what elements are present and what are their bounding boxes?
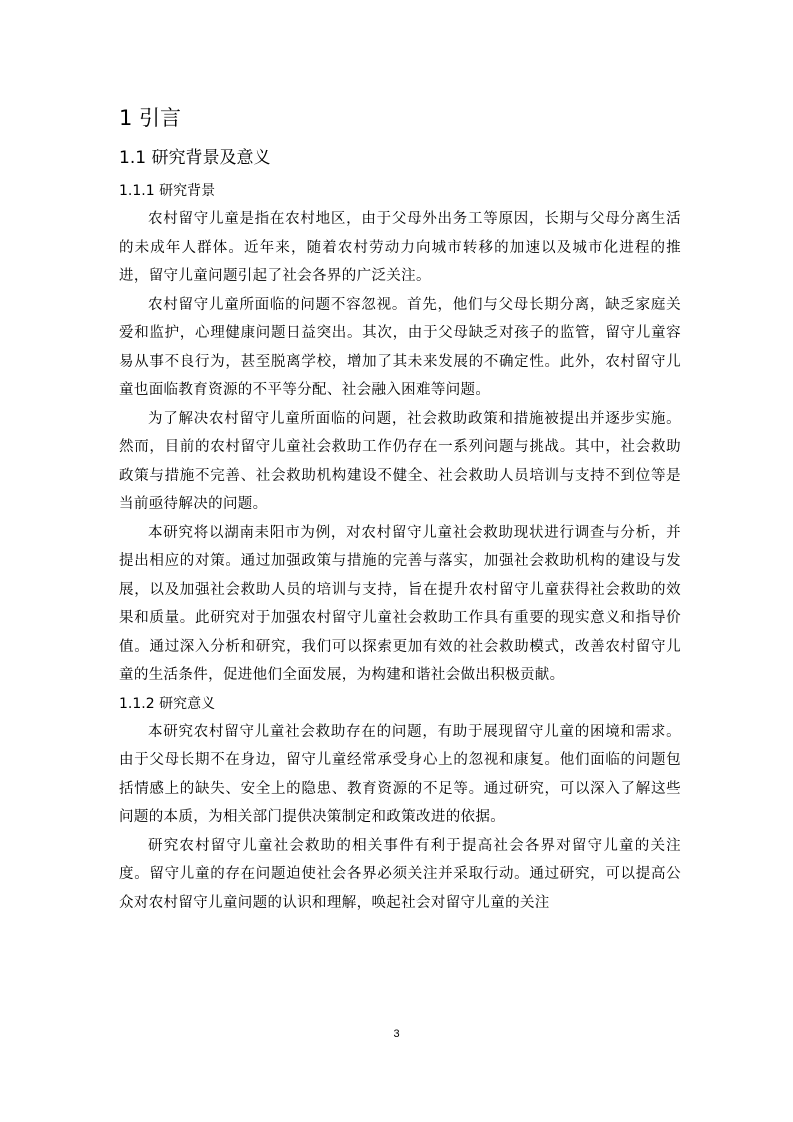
section-title: 1.1 研究背景及意义 <box>119 148 271 168</box>
page-number: 3 <box>393 1028 400 1040</box>
paragraph: 研究农村留守儿童社会救助的相关事件有利于提高社会各界对留守儿童的关注度。留守儿童的存在问题迫使社会各界必须关注并采取行动。通过研究，可以提高公众对农村留守儿童问题的认识和理解，唤起社会对留守儿童的关注 <box>119 837 681 911</box>
chapter-title: 1 引言 <box>119 106 182 130</box>
paragraph: 本研究农村留守儿童社会救助存在的问题，有助于展现留守儿童的困境和需求。由于父母长期不在身边，留守儿童经常承受身心上的忽视和康复。他们面临的问题包括情感上的缺失、安全上的隐患、教育资源的不足等。通过研究，可以深入了解这些问题的本质，为相关部门提供决策制定和政策改进的依据。 <box>119 723 681 825</box>
subsection-title: 1.1.1 研究背景 <box>119 183 216 199</box>
paragraph: 农村留守儿童是指在农村地区，由于父母外出务工等原因，长期与父母分离生活的未成年人群体。近年来，随着农村劳动力向城市转移的加速以及城市化进程的推进，留守儿童问题引起了社会各界的广泛关注。 <box>119 211 681 284</box>
paragraph: 农村留守儿童所面临的问题不容忽视。首先，他们与父母长期分离，缺乏家庭关爱和监护，心理健康问题日益突出。其次，由于父母缺乏对孩子的监管，留守儿童容易从事不良行为，甚至脱离学校，增加了其未来发展的不确定性。此外，农村留守儿童也面临教育资源的不平等分配、社会融入困难等问题。 <box>119 296 681 398</box>
page-content <box>119 100 681 917</box>
subsection-title: 1.1.2 研究意义 <box>119 695 216 712</box>
paragraph: 为了解决农村留守儿童所面临的问题，社会救助政策和措施被提出并逐步实施。然而，目前的农村留守儿童社会救助工作仍存在一系列问题与挑战。其中，社会救助政策与措施不完善、社会救助机构建设不健全、社会救助人员培训与支持不到位等是当前亟待解决的问题。 <box>119 410 681 512</box>
paragraph: 本研究将以湖南耒阳市为例，对农村留守儿童社会救助现状进行调查与分析，并提出相应的对策。通过加强政策与措施的完善与落实，加强社会救助机构的建设与发展，以及加强社会救助人员的培训与支持，旨在提升农村留守儿童获得社会救助的效果和质量。此研究对于加强农村留守儿童社会救助工作具有重要的现实意义和指导价值。通过深入分析和研究，我们可以探索更加有效的社会救助模式，改善农村留守儿童的生活条件，促进他们全面发展，为构建和谐社会做出积极贡献。 <box>119 524 681 683</box>
